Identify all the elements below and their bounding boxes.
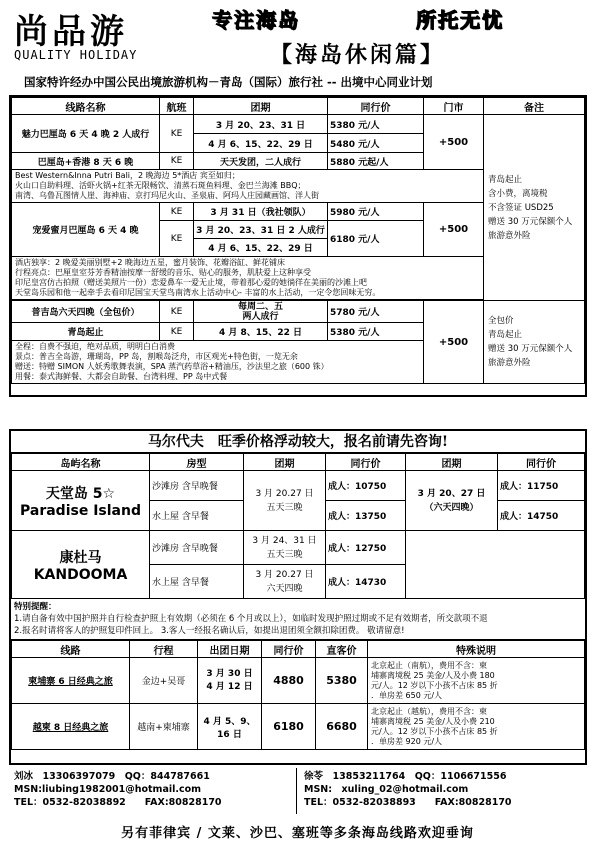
price: 6180 元/人 [328, 221, 424, 257]
date: 4 月 6、15、22、29 日 [194, 134, 328, 153]
retail: +500 [424, 203, 484, 257]
contact-phone: 刘冰 13306397079 QQ：844787661 [14, 771, 210, 782]
tips [11, 599, 585, 640]
table-row [12, 658, 585, 704]
remark-item: 赠送 30 万元保额个人旅游意外险 [488, 344, 573, 368]
price: 4880 [262, 658, 316, 704]
logo-cn: 尚品游 [14, 12, 128, 52]
slogan-a: 专注海岛 [212, 8, 300, 32]
col-price2: 同行价 [498, 454, 585, 471]
route-name: 宠爱蜜月巴厘岛 6 天 4 晚 [12, 203, 160, 257]
hotel-name: 康杜马 KANDOOMA [12, 531, 150, 599]
empty-cell [406, 531, 585, 599]
date: 4 月 8、15、22 日 [194, 323, 328, 341]
price: 5380 元/人 [328, 115, 424, 134]
date: 3 月 20.27 日 六天四晚 [244, 565, 326, 599]
remark-item: 全包价 [488, 316, 514, 326]
page-title: 【海岛休闲篇】 [270, 43, 446, 68]
maldives-table [11, 453, 585, 599]
special-note: 北京起止（越航），费用不含：柬 埔寨离境税 25 美金/人及小费 210 元/人。12 岁以下小孩不占床 85 折 ．单房差 920 元/人 [368, 704, 585, 750]
col-itinerary: 行程 [130, 641, 198, 658]
remark-item: 青岛起止 [488, 330, 523, 340]
col-route: 线路名称 [12, 98, 160, 115]
date: 3 月 20、23、31 日 2 人成行 [194, 221, 328, 239]
contact-left [14, 770, 300, 809]
date: 4 月 6、15、22、29 日 [194, 239, 328, 257]
remark-item: 青岛起止 [488, 174, 523, 185]
logo-en: QUALITY HOLIDAY [14, 48, 138, 62]
col-date: 团期 [194, 98, 328, 115]
note-line: 全程：自费不强迫，绝对品质，明明白白消费 [15, 342, 175, 351]
bali-table [11, 97, 585, 384]
route-name: 巴厘岛+香港 8 天 6 晚 [12, 153, 160, 170]
note-line: 南湾、乌鲁瓦图情人崖、海神庙、京打玛尼火山、圣泉庙、阿玛人庄园藏画馆、洋人街 [15, 191, 319, 200]
route-name: 柬埔寨 6 日经典之旅 [12, 658, 130, 704]
date: 3 月 24、31 日 五天三晚 [244, 531, 326, 565]
date: 天天发团，二人成行 [194, 153, 328, 170]
remarks [484, 301, 585, 384]
itinerary: 金边+吴哥 [130, 658, 198, 704]
flight: KE [160, 323, 194, 341]
note-line: 赠送：特赠 SIMON 人妖秀歌舞表演，SPA 蒸汽药草浴+精油压，沙法里之旅（600 铢） [15, 362, 329, 371]
price: 成人：14730 [326, 565, 406, 599]
price: 成人：10750 [326, 471, 406, 501]
tip-line: 1.请自备有效中国护照并自行检查护照上有效期（必须在 6 个月或以上），如临时发现护照过期或不足有效期者，所交款项不退 [14, 614, 488, 624]
remark-item: 不含签证 USD25 [488, 202, 554, 213]
room-type: 沙滩房 含早晚餐 [150, 471, 244, 501]
price: 6180 [262, 704, 316, 750]
col-retail: 门市 [424, 98, 484, 115]
contact-tel: TEL：0532-82038893 FAX:80828170 [304, 797, 512, 808]
tip-line: 2.报名时请将客人的护照复印件回上。 3.客人一经报名确认后，如提出退团须全额扣除团费。 敬请留意! [14, 626, 405, 636]
note-line: 天堂岛乐园和他一起牵手去看印尼国宝天堂鸟南湾水上活动中心- 丰富的水上活动，一定令您回味无穷。 [15, 288, 381, 297]
indochina-header-row [12, 641, 585, 658]
maldives-title: 马尔代夫 旺季价格浮动较大，报名前请先咨询! [11, 431, 585, 453]
col-price: 同行价 [328, 98, 424, 115]
contact-msn: MSN: xuling_02@hotmail.com [304, 784, 469, 795]
bali-section [9, 95, 587, 397]
remark-item: 含小费，离境税 [488, 188, 548, 199]
divider [296, 768, 297, 814]
remarks [484, 115, 585, 301]
table-row [12, 704, 585, 750]
direct-price: 6680 [316, 704, 368, 750]
col-flight: 航班 [160, 98, 194, 115]
special-note: 北京起止（南航），费用不含：柬 埔寨离境税 25 美金/人及小费 180 元/人。12 岁以下小孩不占床 85 折 ．单房差 650 元/人 [368, 658, 585, 704]
table-row [12, 471, 585, 501]
note-line: 火山口自助料理、活虾火锅+红茶无限畅饮、清蒸石斑鱼料理、金巴兰海滩 BBQ； [15, 181, 306, 190]
col-price: 同行价 [262, 641, 316, 658]
price: 5980 元/人 [328, 203, 424, 221]
col-island: 岛屿名称 [12, 454, 150, 471]
note-line: 景点：普吉全岛游，珊瑚岛，PP 岛，割喉岛泛舟，市区观光+特色街，一览无余 [15, 352, 298, 361]
flight: KE [160, 203, 194, 221]
col-date2: 团期 [406, 454, 498, 471]
retail: +500 [424, 301, 484, 384]
col-remark: 备注 [484, 98, 585, 115]
col-date: 团期 [244, 454, 326, 471]
route-name: 魅力巴厘岛 6 天 4 晚 2 人成行 [12, 115, 160, 153]
retail: +500 [424, 115, 484, 170]
table-row [12, 531, 585, 565]
room-type: 水上屋 含早餐 [150, 565, 244, 599]
contact-tel: TEL：0532-82038892 FAX:80828170 [14, 797, 222, 808]
note-line: 用餐：泰式海鲜餐、大都会自助餐、台湾料理、PP 岛中式餐 [15, 372, 228, 381]
route-sub: 青岛起止 [12, 323, 160, 341]
route-notes [12, 341, 424, 384]
slogan-b: 所托无忧 [416, 8, 504, 32]
note-line: 酒店独享：2 晚爱美丽别墅+2 晚海边五星，蜜月装饰、花瓣浴缸、鲜花铺床 [15, 258, 285, 267]
maldives-section [9, 429, 587, 765]
table-row [12, 115, 585, 134]
col-room: 房型 [150, 454, 244, 471]
price: 成人：12750 [326, 531, 406, 565]
date: 3 月 20、27 日 （六天四晚） [406, 471, 498, 531]
price: 成人：13750 [326, 501, 406, 531]
itinerary: 越南+柬埔寨 [130, 704, 198, 750]
route-notes [12, 170, 484, 203]
date: 4 月 5、9、16 日 [198, 704, 262, 750]
route-name: 越柬 8 日经典之旅 [12, 704, 130, 750]
route-name: 普吉岛六天四晚（全包价） [12, 301, 160, 323]
price: 5780 元/人 [328, 301, 424, 323]
tip-title: 特别提醒： [14, 602, 57, 612]
contact-msn: MSN:liubing1982001@hotmail.com [14, 784, 202, 795]
footer-banner: 另有菲律宾 / 文莱、沙巴、塞班等多条海岛线路欢迎垂询 [121, 826, 474, 841]
direct-price: 5380 [316, 658, 368, 704]
room-type: 沙滩房 含早晚餐 [150, 531, 244, 565]
contact-phone: 徐苓 13853211764 QQ：1106671556 [304, 771, 507, 782]
price: 5380 元/人 [328, 323, 424, 341]
note-line: 行程亮点：巴厘皇室芬芳香精油按摩一舒缓的音乐、贴心的服务，肌肤爱上这种享受 [15, 268, 311, 277]
route-notes [12, 257, 484, 300]
maldives-header-row [12, 454, 585, 471]
col-direct: 直客价 [316, 641, 368, 658]
price: 5880 元起/人 [328, 153, 424, 170]
date: 3 月 20.27 日 五天三晚 [244, 471, 326, 531]
agency-line: 国家特许经办中国公民出境旅游机构－青岛（国际）旅行社 -- 出境中心同业计划 [24, 75, 433, 89]
note-line: 印尼皇宫仿古拍照（赠送美照片一份）恋爱鼻车一爱无止境，带着那心爱的她徜徉在美丽的沙滩上吧 [15, 278, 367, 287]
table-row [12, 301, 585, 323]
date: 3 月 20、23、31 日 [194, 115, 328, 134]
flight: KE [160, 115, 194, 153]
price: 成人：11750 [498, 471, 585, 501]
indochina-table [11, 640, 585, 750]
flight: KE [160, 301, 194, 323]
note-line: Best Western&Inna Putri Bali，2 晚海边 5*酒店 宾至如归； [15, 171, 240, 180]
date: 3 月 30 日 4 月 12 日 [198, 658, 262, 704]
price: 成人：14750 [498, 501, 585, 531]
hotel-name: 天堂岛 5☆ Paradise Island [12, 471, 150, 531]
flight: KE [160, 221, 194, 257]
col-price: 同行价 [326, 454, 406, 471]
flight: KE [160, 153, 194, 170]
contact-right [304, 770, 588, 809]
col-depart: 出团日期 [198, 641, 262, 658]
price: 5480 元/人 [328, 134, 424, 153]
remark-item: 赠送 30 万元保额个人旅游意外险 [488, 216, 573, 241]
date: 每周二、五 两人成行 [194, 301, 328, 323]
bali-header-row [12, 98, 585, 115]
date: 3 月 31 日（我社领队） [194, 203, 328, 221]
room-type: 水上屋 含早餐 [150, 501, 244, 531]
col-special: 特殊说明 [368, 641, 585, 658]
col-line: 线路 [12, 641, 130, 658]
